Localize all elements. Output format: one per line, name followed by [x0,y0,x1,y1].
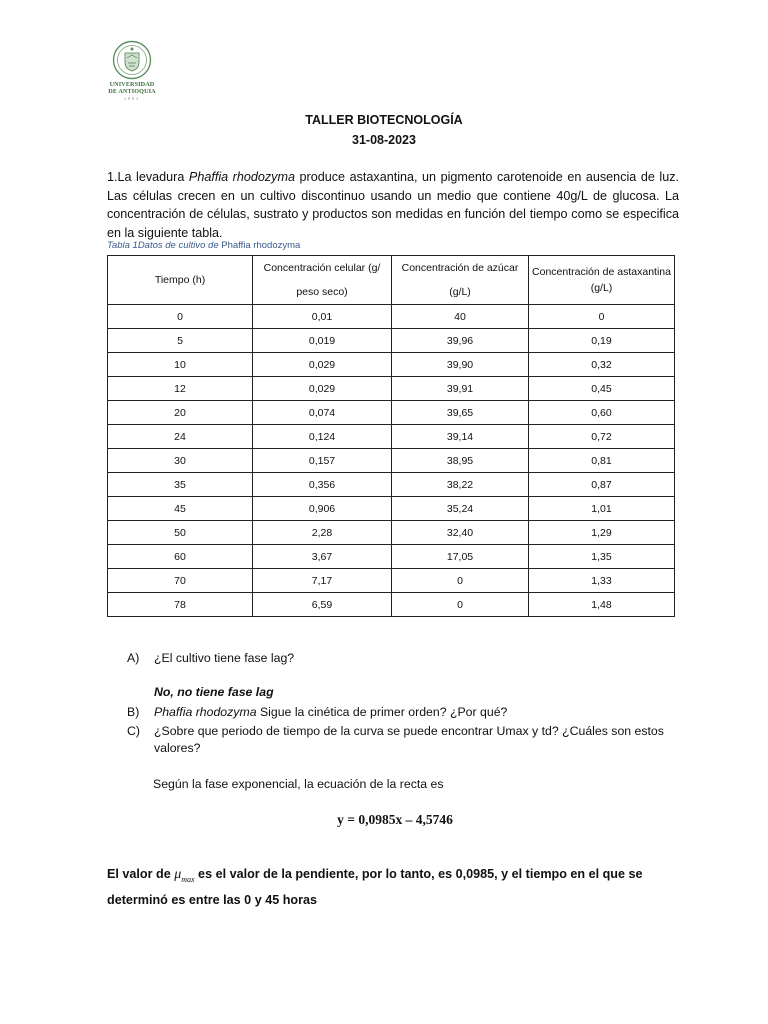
answer-a: No, no tiene fase lag [154,685,274,699]
table-cell: 0,81 [529,449,675,473]
table-cell: 60 [108,545,253,569]
table-row [108,593,675,617]
table-cell: 0 [108,305,253,329]
table-cell: 3,67 [253,545,392,569]
table-cell: 78 [108,593,253,617]
table-cell: 50 [108,521,253,545]
header-cell-concentration: Concentración celular (g/ peso seco) [253,256,392,305]
explanation-text: Según la fase exponencial, la ecuación de la recta es [153,777,444,791]
header-sugar-concentration: Concentración de azúcar (g/L) [392,256,529,305]
table-cell: 0,19 [529,329,675,353]
table-cell: 10 [108,353,253,377]
table-cell: 35,24 [392,497,529,521]
table-cell: 0,87 [529,473,675,497]
table-row [108,329,675,353]
table-cell: 1,35 [529,545,675,569]
table-row [108,521,675,545]
table-caption: Tabla 1Datos de cultivo de Phaffia rhodozyma [107,240,301,251]
table-row [108,449,675,473]
table-cell: 0,906 [253,497,392,521]
table-cell: 12 [108,377,253,401]
table-header-row [108,256,675,305]
intro-paragraph: 1.La levadura Phaffia rhodozyma produce astaxantina, un pigmento carotenoide en ausencia de luz. Las células crecen en un cultivo discontinuo usando un medio que contiene 40g/L de glucosa. La concentración de células, sustrato y productos son medidas en función del tiempo como se especifica en la siguiente tabla. [107,170,679,240]
table-cell: 0,074 [253,401,392,425]
table-row [108,353,675,377]
table-row [108,569,675,593]
table-cell: 32,40 [392,521,529,545]
document-date: 31-08-2023 [352,133,416,147]
table-cell: 35 [108,473,253,497]
table-cell: 40 [392,305,529,329]
table-cell: 24 [108,425,253,449]
culture-data-table [107,255,675,617]
table-cell: 0,124 [253,425,392,449]
table-row [108,377,675,401]
table-cell: 1,33 [529,569,675,593]
table-row [108,305,675,329]
header-time: Tiempo (h) [108,256,253,305]
table-cell: 17,05 [392,545,529,569]
table-cell: 30 [108,449,253,473]
table-cell: 2,28 [253,521,392,545]
table-cell: 39,65 [392,401,529,425]
table-row [108,425,675,449]
table-row [108,401,675,425]
university-name: UNIVERSIDAD DE ANTIOQUIA [108,81,156,95]
table-cell: 0 [392,593,529,617]
table-cell: 39,96 [392,329,529,353]
table-cell: 0,60 [529,401,675,425]
table-cell: 0,029 [253,353,392,377]
table-cell: 0 [392,569,529,593]
table-cell: 1,29 [529,521,675,545]
table-cell: 39,14 [392,425,529,449]
table-cell: 38,95 [392,449,529,473]
university-year: 1803 [124,96,140,102]
table-row [108,473,675,497]
table-row [108,497,675,521]
table-cell: 70 [108,569,253,593]
table-row [108,545,675,569]
table-cell: 0,019 [253,329,392,353]
table-cell: 0 [529,305,675,329]
university-logo [104,40,160,116]
table-cell: 1,01 [529,497,675,521]
table-cell: 0,01 [253,305,392,329]
conclusion-text: El valor de $\mu_{max}$ es el valor de la pendiente, por lo tanto, es 0,0985, y el tiempo en el que se determinó es entre las 0 y 45 horas [107,867,643,907]
table-cell: 39,90 [392,353,529,377]
university-seal-icon [112,40,152,80]
table-cell: 45 [108,497,253,521]
document-title: TALLER BIOTECNOLOGÍA [305,113,463,127]
table-cell: 20 [108,401,253,425]
table-cell: 0,45 [529,377,675,401]
table-cell: 6,59 [253,593,392,617]
table-cell: 38,22 [392,473,529,497]
table-cell: 39,91 [392,377,529,401]
table-cell: 1,48 [529,593,675,617]
regression-equation: y = 0,0985x – 4,5746 [337,812,453,827]
table-cell: 0,72 [529,425,675,449]
table-cell: 7,17 [253,569,392,593]
table-cell: 0,356 [253,473,392,497]
table-cell: 0,32 [529,353,675,377]
header-astaxanthin-concentration: Concentración de astaxantina (g/L) [529,256,675,305]
table-cell: 0,029 [253,377,392,401]
table-cell: 5 [108,329,253,353]
table-cell: 0,157 [253,449,392,473]
